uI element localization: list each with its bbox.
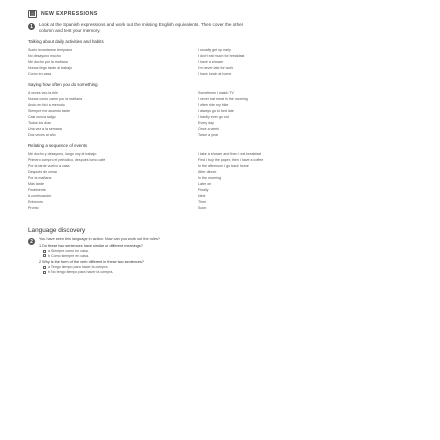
question-option [43,254,289,259]
language-discovery-title: Language discovery [28,227,86,234]
page [28,8,428,274]
block-title: Talking about daily activities and habits [28,39,104,44]
expression-row [28,132,348,138]
spanish-expression: Pronto [28,206,39,210]
english-equivalent: First I buy the paper, then I have a coffee [198,158,264,162]
bullet-icon [43,250,46,253]
english-equivalent: Soon [198,206,207,210]
discovery-number-icon: 2 [28,238,35,245]
spanish-expression: Por la tarde vuelvo a casa [28,164,70,168]
language-discovery [28,237,428,274]
english-equivalent: Once a week [198,127,219,131]
spanish-expression: No desayuno mucho [28,54,61,58]
instruction-number-icon: 1 [28,23,35,30]
english-equivalent: Every day [198,121,214,125]
document-icon: ▤ [29,11,36,17]
spanish-expression: Dos veces al año [28,133,56,137]
expression-sections [28,39,428,211]
bullet-icon [43,271,46,274]
instruction-text: Look at the Spanish expressions and work out the missing English equivalents. Then cover the other column and test your memory. [39,22,244,33]
option-text: a Tengo tiempo para hacer la compra. [48,265,109,270]
option-text: a Siempre como en casa. [48,249,89,253]
spanish-expression: Entonces [28,200,43,204]
option-text: b Como siempre en casa. [48,253,89,258]
instruction [28,22,428,34]
section-title: NEW EXPRESSIONS [41,11,98,17]
english-equivalent: I always go to bed late [198,109,234,113]
section-header [28,8,428,20]
spanish-expression: Más tarde [28,182,44,186]
english-equivalent: Finally [198,188,209,192]
spanish-expression: Una vez a la semana [28,127,62,131]
block-title: Relating a sequence of events [28,143,88,148]
english-equivalent: In the morning [198,176,221,180]
spanish-expression: A veces veo la tele [28,91,58,95]
english-equivalent: Sometimes I watch TV [198,91,234,95]
discovery-intro: You have seen this language in action. Now can you work out the rules? [39,237,161,241]
spanish-expression: Todos los días [28,121,51,125]
spanish-expression: Ando en bici a menudo [28,103,65,107]
block-title: Saying how often you do something [28,82,98,87]
spanish-expression: Nunca como carne por la mañana [28,97,83,101]
english-equivalent: I'm never late for work [198,66,234,70]
expression-block [28,39,348,77]
spanish-expression: Finalmente [28,188,46,192]
spanish-expression: Como en casa [28,72,52,76]
expression-row [28,71,348,77]
bullet-icon [43,266,46,269]
discovery-questions [39,244,289,274]
english-equivalent: Twice a year [198,133,219,137]
spanish-expression: Siempre me acuesto tarde [28,109,71,113]
spanish-expression: Nunca llego tarde al trabajo [28,66,72,70]
spanish-expression: Suelo levantarme temprano [28,48,73,52]
spanish-expression: Primero compro el periódico, después tomo café [28,158,106,162]
spanish-expression: Después de cenar [28,170,58,174]
option-text: b No tengo tiempo para hacer la compra. [48,269,114,274]
discovery-question: 1 Do these two sentences have similar or different meanings? [39,244,143,248]
english-equivalent: After dinner [198,170,217,174]
spanish-expression: A continuación [28,194,52,198]
discovery-question: 2 Why is the form of the verb different in these two sentences? [39,260,145,265]
spanish-expression: Por la mañana [28,176,52,180]
english-equivalent: I don't eat much for breakfast [198,54,245,58]
spanish-expression: Me ducho y desayuno, luego voy al trabajo [28,152,97,156]
english-equivalent: I often ride my bike [198,103,229,107]
english-equivalent: I have lunch at home [198,72,232,76]
english-equivalent: Next [198,194,206,198]
question-option [43,270,289,275]
expression-block [28,143,348,211]
spanish-expression: Me ducho por la mañana [28,60,68,64]
english-equivalent: In the afternoon I go back home [198,164,249,168]
english-equivalent: I never eat meat in the morning [198,97,248,101]
english-equivalent: I hardly ever go out [198,115,229,119]
english-equivalent: I usually get up early [198,48,231,52]
spanish-expression: Casi nunca salgo [28,115,56,119]
english-equivalent: I take a shower and then I eat breakfast [198,152,262,156]
expression-row [28,205,348,211]
expression-block [28,82,348,138]
english-equivalent: I have a shower [198,60,224,64]
english-equivalent: Later on [198,182,212,186]
english-equivalent: Then [198,200,207,204]
bullet-icon [43,254,46,257]
